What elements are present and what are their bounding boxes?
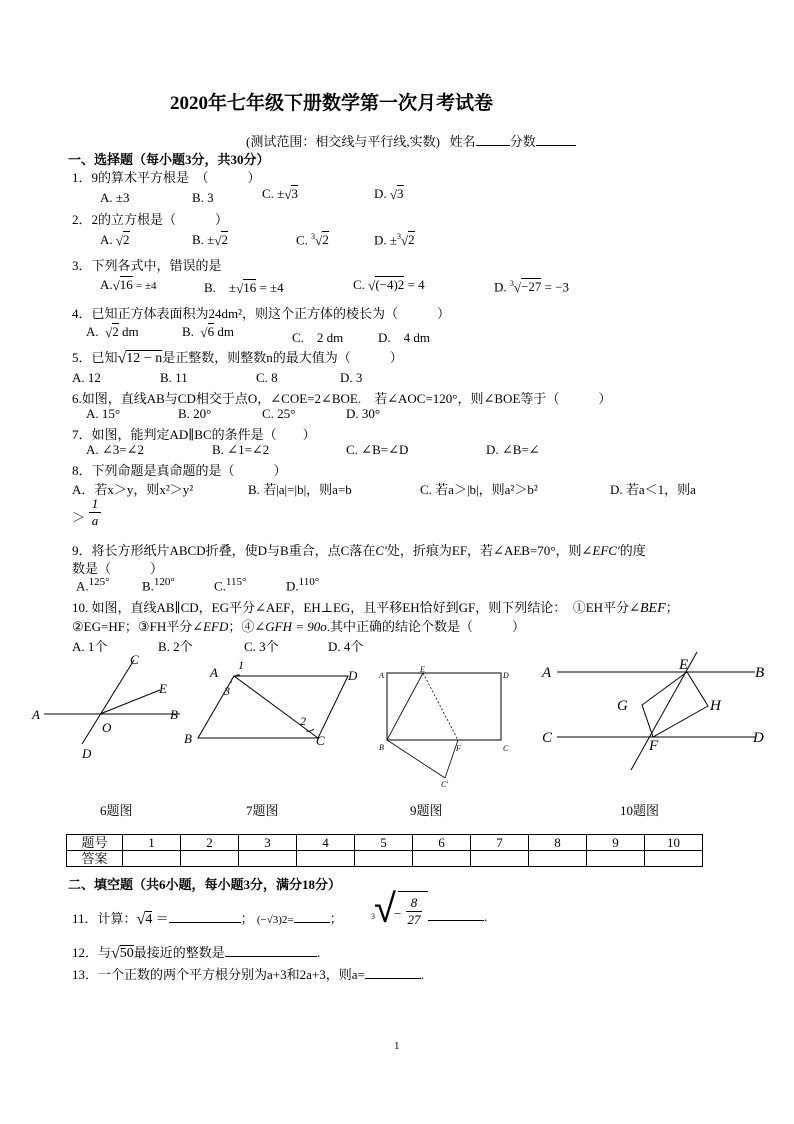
q10-line2-prefix: ②EG=HF；③FH平分∠	[72, 619, 204, 634]
answer-table-header-row	[67, 835, 703, 851]
fig10-label-g: G	[617, 698, 628, 714]
q9-b-prefix: B.	[142, 578, 154, 594]
q5-stem-prefix: 5．已知	[72, 350, 118, 365]
answer-cell[interactable]	[181, 851, 239, 867]
q11-fraction	[406, 895, 422, 928]
fig6-label-d: D	[82, 746, 92, 761]
q9-stem-suffix: 的度	[619, 543, 646, 558]
q7-option-a: A. ∠3=∠2	[86, 442, 145, 457]
q5-radicand: 12 − n	[126, 351, 163, 366]
q5-option-c: C. 8	[256, 370, 278, 385]
q6-option-d: D. 30°	[346, 406, 381, 421]
radical-sign-icon: √	[284, 187, 292, 203]
q10-line2	[72, 616, 525, 635]
figure-7	[180, 655, 365, 750]
table-head-answer: 答案	[67, 851, 123, 867]
q1-c-radicand: 3	[291, 186, 298, 201]
q2-option-c	[296, 232, 329, 249]
fig7-label-1: 1	[238, 658, 244, 672]
q4-a-unit: dm	[122, 324, 139, 339]
q2-b-radicand: 2	[221, 232, 228, 247]
q4-option-c: C. 2 dm	[292, 330, 344, 345]
table-number-cell: 3	[239, 835, 297, 851]
q1-option-a: A. ±3	[100, 190, 130, 205]
answer-cell[interactable]	[645, 851, 703, 867]
q2-c-prefix: C.	[296, 232, 308, 248]
q3-c-result: = 4	[407, 277, 425, 292]
q11-blank-1[interactable]	[169, 910, 241, 923]
q2-d-prefix: D. ±	[374, 232, 398, 248]
q10-angle-bef: BEF	[639, 601, 666, 616]
q9-b-value: 120°	[153, 576, 175, 588]
q4-stem: 4．已知正方体表面积为24dm²，则这个正方体的棱长为（ ）	[72, 306, 451, 321]
q10-line1	[72, 597, 679, 617]
radical-sign-icon: √	[368, 278, 376, 294]
answer-cell[interactable]	[587, 851, 645, 867]
figure-9	[375, 665, 515, 795]
q3-b-result: = ±4	[259, 280, 284, 295]
q3-c-prefix: C.	[353, 277, 365, 292]
q9-d-prefix: D.	[286, 578, 299, 594]
q13-blank[interactable]	[365, 966, 421, 979]
q9-stem-middle: 处，折痕为EF，若∠AEB=70°，则∠	[386, 543, 593, 558]
answer-cell[interactable]	[471, 851, 529, 867]
fig7-label-a: A	[210, 665, 218, 680]
q10-option-b: B. 2个	[158, 639, 193, 654]
fig7-label-2: 2	[300, 714, 306, 728]
q10-option-d: D. 4个	[328, 639, 364, 654]
fig9-label-d: D	[503, 671, 509, 680]
q10-line1-text: 10. 如图，直线AB∥CD，EG平分∠AEF，EH⊥EG，且平移EH恰好到GF，则下列结论： ①EH平分∠	[72, 600, 640, 615]
score-blank[interactable]	[536, 133, 576, 146]
q8-option-c: C. 若a＞|b|，则a²＞b²	[420, 482, 538, 497]
q1-option-b: B. 3	[192, 190, 214, 205]
answer-table-answer-row	[67, 851, 703, 867]
q8-stem: 8．下列命题是真命题的是（ ）	[72, 463, 287, 478]
q10-line1-end: ；	[665, 600, 679, 615]
q3-option-b	[204, 277, 284, 297]
radical-sign-icon: √	[236, 281, 244, 297]
q4-a-radicand: 2	[112, 324, 119, 339]
q11-radicand: 4	[145, 912, 153, 927]
q4-option-d: D. 4 dm	[378, 330, 431, 345]
q4-option-b	[182, 324, 234, 341]
radical-sign-icon: √	[374, 886, 396, 932]
q3-d-result: = −3	[544, 279, 570, 295]
q9-c-prefix: C.	[214, 578, 226, 594]
fig7-label-d: D	[348, 668, 358, 683]
table-number-cell: 10	[645, 835, 703, 851]
q8-option-d-continued: ＞	[72, 510, 86, 525]
table-number-cell: 6	[413, 835, 471, 851]
q11-blank-2[interactable]	[294, 910, 330, 923]
fig9-label-c: C	[503, 744, 509, 753]
q1-option-d	[374, 186, 404, 203]
fig9-label-c-prime: C′	[441, 780, 449, 789]
q8-fraction-numerator: 1	[89, 496, 101, 513]
q11-expression-2: (−√3)2=	[256, 914, 294, 926]
q7-stem: 7．如图，能判定AD∥BC的条件是（ ）	[72, 427, 316, 442]
q12-line	[72, 942, 320, 963]
fig6-label-c: C	[130, 652, 139, 667]
q3-d-prefix: D.	[494, 279, 507, 295]
test-scope: (测试范围：相交线与平行线,实数)	[246, 134, 440, 149]
q8-option-a: A．若x＞y，则x²＞y²	[72, 482, 194, 497]
q5-option-a: A. 12	[72, 370, 101, 385]
answer-cell[interactable]	[239, 851, 297, 867]
q12-radicand: 50	[119, 946, 134, 961]
q9-option-b	[142, 576, 175, 594]
q12-end: .	[316, 945, 321, 960]
fig7-label-b: B	[184, 731, 192, 746]
answer-cell[interactable]	[529, 851, 587, 867]
q11-equals: ＝	[155, 911, 169, 926]
q11-prefix: 11．计算：	[72, 911, 137, 926]
q2-a-prefix: A.	[100, 232, 113, 247]
q11-minus-sign: −	[394, 906, 402, 921]
q9-option-a	[76, 576, 110, 594]
q2-stem-text: 2．2的立方根是（ ）	[72, 212, 229, 227]
fig6-label-o: O	[102, 720, 112, 735]
q3-stem: 3．下列各式中，错误的是	[72, 258, 222, 273]
q1-d-radicand: 3	[397, 186, 404, 201]
q11-separator-2: ；	[329, 911, 343, 926]
q9-option-c	[214, 576, 246, 594]
q11-root-index: 3	[371, 912, 375, 921]
q2-option-a	[100, 232, 130, 249]
radical-sign-icon: √	[112, 278, 120, 294]
q11-separator: ；	[240, 911, 254, 926]
answer-table	[66, 834, 703, 867]
q3-option-d	[494, 279, 569, 296]
q6-option-a: A. 15°	[86, 406, 121, 421]
q11-vinculum	[398, 891, 428, 893]
q10-line2-suffix: .其中正确的结论个数是（ ）	[326, 619, 526, 634]
answer-cell[interactable]	[297, 851, 355, 867]
header-line	[246, 131, 576, 150]
q11-tail	[428, 908, 487, 925]
q10-line2-middle: ；④∠	[228, 619, 266, 634]
q10-option-a: A. 1个	[72, 639, 108, 654]
q3-d-radicand: −27	[521, 279, 542, 295]
q9-c-prime: C′	[375, 543, 387, 558]
radical-sign-icon: √	[115, 233, 124, 249]
q1-option-c	[262, 186, 298, 203]
fig10-label-e: E	[679, 657, 689, 673]
q3-option-c	[353, 277, 425, 294]
q9-c-value: 115°	[225, 576, 247, 588]
radical-sign-icon: √	[389, 187, 398, 203]
q2-a-radicand: 2	[123, 232, 130, 247]
radical-sign-icon: √	[136, 911, 146, 929]
q1-stem: 1．9的算术平方根是 （ ）	[72, 170, 261, 185]
radical-sign-icon: √	[200, 325, 208, 341]
q5-option-d: D. 3	[340, 370, 363, 385]
score-label: 分数	[509, 134, 536, 149]
q5-option-b: B. 11	[160, 370, 188, 385]
table-number-cell: 5	[355, 835, 413, 851]
fig6-label-a: A	[32, 707, 40, 722]
q9-stem-prefix: 9．将长方形纸片ABCD折叠，使D与B重合，点C落在	[72, 543, 376, 558]
q3-a-radicand: 16	[119, 277, 133, 292]
radical-sign-icon: √	[513, 280, 522, 296]
name-blank[interactable]	[476, 133, 510, 146]
q9-option-d	[286, 576, 319, 594]
page-number: 1	[394, 1040, 400, 1052]
q2-c-index: 3	[311, 232, 316, 241]
q8-fraction-denominator: a	[91, 513, 99, 528]
radical-sign-icon: √	[214, 233, 222, 249]
section-1-heading: 一、选择题（每小题3分，共30分）	[68, 152, 270, 167]
q11-fraction-denominator: 27	[407, 912, 421, 927]
fig10-label-c: C	[542, 730, 553, 746]
q2-b-prefix: B. ±	[192, 232, 215, 247]
fig6-caption: 6题图	[100, 803, 133, 818]
q2-option-b	[192, 232, 228, 249]
q4-b-unit: dm	[217, 324, 234, 339]
page-title: 2020年七年级下册数学第一次月考试卷	[170, 93, 494, 114]
q2-d-index: 3	[397, 232, 402, 241]
section-2-heading: 二、填空题（共6小题，每小题3分，满分18分）	[68, 877, 342, 892]
table-number-cell: 1	[123, 835, 181, 851]
fig7-label-c: C	[316, 733, 325, 748]
q10-option-c: C. 3个	[244, 639, 279, 654]
radical-sign-icon: √	[111, 945, 120, 963]
answer-cell[interactable]	[355, 851, 413, 867]
radical-sign-icon: √	[117, 350, 127, 368]
q13-line	[72, 964, 424, 983]
fig9-label-e: E	[420, 665, 425, 674]
q3-c-radicand: (−4)2	[375, 277, 405, 292]
radical-sign-icon: √	[315, 233, 323, 249]
q13-text: 13．一个正数的两个平方根分别为a+3和2a+3，则a=	[72, 967, 365, 982]
q9-line1	[72, 540, 646, 559]
q11-end: .	[484, 909, 488, 924]
answer-cell[interactable]	[413, 851, 471, 867]
q7-option-c: C. ∠B=∠D	[346, 442, 409, 457]
q12-blank[interactable]	[225, 944, 317, 957]
q2-option-d	[374, 232, 415, 249]
q6-option-c: C. 25°	[262, 406, 296, 421]
q11-line	[72, 908, 343, 929]
name-label: 姓名	[449, 134, 476, 149]
q12-suffix: 最接近的整数是	[133, 945, 225, 960]
figure-10	[535, 650, 775, 775]
q3-a-result: = ±4	[136, 280, 157, 292]
fig10-label-d: D	[753, 730, 764, 746]
fig10-label-a: A	[542, 665, 552, 681]
q10-angle-gfh: GFH = 90o	[265, 619, 327, 634]
q1-c-prefix: C. ±	[262, 186, 285, 201]
fig9-label-a: A	[379, 671, 384, 680]
q3-b-prefix: B. ±	[204, 280, 237, 295]
radical-sign-icon: √	[105, 325, 113, 341]
fig10-label-f: F	[649, 738, 659, 754]
q3-d-index: 3	[509, 279, 514, 288]
q4-b-prefix: B.	[182, 324, 194, 339]
q4-option-a	[86, 324, 139, 341]
fig10-label-h: H	[710, 698, 721, 714]
fig7-label-3: 3	[224, 684, 230, 698]
fig10-label-b: B	[755, 665, 765, 681]
q8-option-d: D. 若a＜1，则a	[610, 482, 696, 497]
answer-cell[interactable]	[123, 851, 181, 867]
fig7-caption: 7题图	[246, 803, 279, 818]
q6-stem: 6.如图，直线AB与CD相交于点O，∠COE=2∠BOE. 若∠AOC=120°，则∠BOE等于（ ）	[72, 391, 612, 406]
fig9-label-f: F	[456, 744, 461, 753]
q5-stem-suffix: 是正整数，则整数n的最大值为（ ）	[162, 350, 403, 365]
q9-angle: EFC′	[592, 543, 620, 558]
q8-fraction	[89, 496, 101, 529]
q9-d-value: 110°	[298, 576, 320, 588]
q11-blank-3[interactable]	[428, 908, 484, 921]
q3-b-radicand: 16	[243, 280, 257, 295]
fig9-label-b: B	[379, 743, 384, 752]
q7-option-b: B. ∠1=∠2	[212, 442, 270, 457]
q7-option-d: D. ∠B=∠	[486, 442, 540, 457]
radical-sign-icon: √	[401, 233, 409, 249]
q4-a-prefix: A.	[86, 324, 99, 339]
table-number-cell: 8	[529, 835, 587, 851]
q8-option-b: B. 若|a|=|b|，则a=b	[248, 482, 352, 497]
table-number-cell: 2	[181, 835, 239, 851]
q6-option-b: B. 20°	[178, 406, 212, 421]
q9-a-prefix: A.	[76, 578, 89, 594]
q1-d-prefix: D.	[374, 186, 387, 201]
q13-end: .	[420, 967, 425, 982]
table-head-question-number: 题号	[67, 835, 123, 851]
q5-stem	[72, 347, 403, 368]
q9-line2: 数是（ ）	[72, 561, 164, 576]
fig10-caption: 10题图	[620, 803, 660, 818]
q12-prefix: 12．与	[72, 945, 112, 960]
q3-option-a	[100, 277, 157, 294]
fig6-label-e: E	[159, 681, 167, 696]
table-number-cell: 4	[297, 835, 355, 851]
figure-6	[30, 650, 190, 765]
q2-c-radicand: 2	[322, 232, 329, 248]
q11-fraction-numerator: 8	[406, 895, 422, 912]
fig6-label-b: B	[170, 707, 178, 722]
q3-a-prefix: A.	[100, 277, 113, 292]
fig9-caption: 9题图	[410, 803, 443, 818]
q2-d-radicand: 2	[408, 232, 415, 248]
q10-angle-efd: EFD	[203, 619, 229, 634]
q4-b-radicand: 6	[207, 324, 215, 339]
q9-a-value: 125°	[88, 576, 110, 588]
table-number-cell: 9	[587, 835, 645, 851]
table-number-cell: 7	[471, 835, 529, 851]
